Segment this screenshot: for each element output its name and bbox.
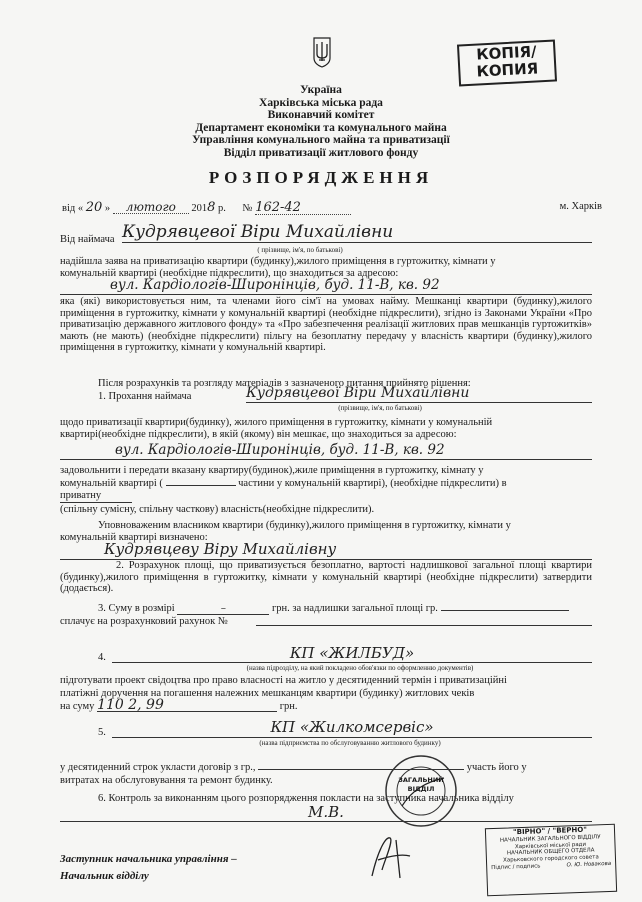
date-year-unit: р. xyxy=(218,203,226,214)
copy-stamp xyxy=(457,39,557,86)
item5-org: КП «Жилкомсервіс» xyxy=(112,717,592,738)
order-number: 162-42 xyxy=(255,202,351,215)
item6-text: 6. Контроль за виконанням цього розпорядження покласти на заступника начальника відділу xyxy=(98,793,514,804)
p1-rest: яка (які) використовується ним, та членами його сім'ї на умовах найму. Мешканці квартири (будинку),жилого приміщення в гуртожитку, кімнати у комунальній квартирі (необхідне підкреслити), згідно із Законами України «Про приватизацію державного житлового фонду» та «Про забезпечення реалізації житлових прав мешканців гуртожитків» мають (не мають) (необхідне підкреслити) пільгу на безоплатну передачу у власність квартири (будинку),жилого приміщення в гуртожитку, кімнати у комунальній квартирі. xyxy=(60,296,592,354)
item3-label: 3. Суму в розмірі xyxy=(98,603,175,614)
item1-line5: (спільну сумісну, спільну часткову) власність(необхідне підкреслити). xyxy=(60,504,375,515)
signature-initials: М.В. xyxy=(60,803,592,822)
header-division: Відділ приватизації житлового фонду xyxy=(223,146,419,159)
rect-stamp-name: О. Ю. Новакова xyxy=(566,861,612,869)
round-stamp-line1: ЗАГАЛЬНИЙ xyxy=(398,776,444,784)
signature-line2: Начальник відділу xyxy=(60,870,149,882)
p1-address: вул. Кардіологів-Широнінців, буд. 11-В, кв. 92 xyxy=(60,277,592,295)
item1-name: Кудрявцевої Віри Михайлівни xyxy=(246,384,592,403)
item4-label: 4. xyxy=(98,652,106,663)
p1-line1: надійшла заява на приватизацію квартири (будинку),жилого приміщення в гуртожитку, кімнати у xyxy=(60,256,496,267)
p1-line2: комунальній квартирі (необхідне підкреслити), що знаходиться за адресою: xyxy=(60,268,399,279)
item4-sum-unit: грн. xyxy=(279,701,298,712)
date-year-prefix: 201 xyxy=(191,203,208,214)
item3-text: грн. за надлишки загальної площі гр. xyxy=(271,603,438,614)
item1-line2: квартирі(необхідне підкреслити), в якій (якому) він мешкає, що знаходиться за адресою: xyxy=(60,429,457,440)
document-title: РОЗПОРЯДЖЕННЯ xyxy=(208,168,434,187)
item5-caption: (назва підприємства по обслуговуванню житлового будинку) xyxy=(259,739,441,747)
header-committee: Виконавчий комітет xyxy=(267,109,375,121)
date-mid: » xyxy=(104,203,111,214)
date-year-suffix: 8 xyxy=(207,200,216,215)
signature-line1: Заступник начальника управління – xyxy=(60,853,237,865)
header-council: Харківська міська рада xyxy=(259,96,383,109)
rect-stamp-title: "ВІРНО" / "ВЕРНО" xyxy=(512,825,588,837)
owner-line1: Уповноваженим власником квартири (будинку),жилого приміщення в гуртожитку, кімнати у xyxy=(98,520,511,531)
item3-amount: – xyxy=(177,602,269,615)
certification-stamp xyxy=(485,824,617,896)
applicant-label: Від наймача xyxy=(60,234,115,245)
item2-text: 2. Розрахунок площі, що приватизується безоплатно, вартості надлишкової загальної площі квартири (будинку),жилого приміщення в гуртожитку, кімнати у комунальній квартирі (необхідне підкреслити) затвердити (додається). xyxy=(60,560,592,595)
item5-text1 xyxy=(60,762,592,774)
header-office: Управління комунального майна та приватизації xyxy=(192,134,450,146)
item1-line1: щодо приватизації квартири(будинку), жилого приміщення в гуртожитку, кімнати у комунальній xyxy=(60,417,493,428)
handwritten-signature-icon xyxy=(360,830,420,882)
owner-line2: комунальній квартирі визначено: xyxy=(60,532,208,543)
header-country: Україна xyxy=(300,84,342,96)
item3-line2: сплачує на розрахунковий рахунок № xyxy=(60,616,228,627)
order-number-label: № xyxy=(242,203,253,214)
item4-text1: підготувати проект свідоцтва про право власності на житло у десятиденний термін і приватизаційні xyxy=(60,675,507,686)
item1-line3: задовольнити і передати вказану квартиру(будинок),жиле приміщення в гуртожитку, кімнату у xyxy=(60,465,484,476)
item1-line4-start: комунальній квартирі ( xyxy=(60,478,163,489)
item5-text1-end: участь його у xyxy=(466,762,527,773)
item5-text2: витратах на обслуговування та ремонт будинку. xyxy=(60,775,273,786)
date-prefix: від « xyxy=(62,203,84,214)
item4-org: КП «ЖИЛБУД» xyxy=(112,644,592,663)
item3-account-blank xyxy=(256,625,592,626)
item3-row xyxy=(98,602,569,615)
header-department: Департамент економіки та комунального майна xyxy=(195,121,447,134)
date-day: 20 xyxy=(85,200,103,215)
header-block xyxy=(0,84,642,159)
item4-text2: платіжні доручення на погашення належних мешканцям квартири (будинку) житлових чеків xyxy=(60,688,475,699)
rect-stamp-line4: Харьковского городского совета xyxy=(503,854,599,864)
item5-label: 5. xyxy=(98,727,106,738)
item1-line4 xyxy=(60,478,592,490)
item1-blank xyxy=(166,485,236,486)
date-row xyxy=(62,201,602,215)
item4-sum: 110 2, 99 xyxy=(97,699,277,712)
item3-blank xyxy=(441,610,569,611)
item1-line4-end: частини у комунальній квартирі), (необхідне підкреслити) в xyxy=(238,478,507,489)
applicant-caption: ( прізвище, ім'я, по батькові) xyxy=(257,246,343,254)
copy-stamp-line1: КОПІЯ/ xyxy=(475,42,538,64)
rect-stamp-line2: Харківської міської ради xyxy=(514,841,587,850)
round-stamp-line2: ВІДДІЛ xyxy=(407,785,435,793)
item5-text1-start: у десятиденний строк укласти договір з гр., xyxy=(60,762,256,773)
applicant-name: Кудрявцевої Віри Михайлівни xyxy=(122,222,592,243)
owner-name: Кудрявцеву Віру Михайлівну xyxy=(60,539,592,560)
item1-label: 1. Прохання наймача xyxy=(98,391,192,402)
item4-sum-row xyxy=(60,699,298,713)
rect-stamp-sig-label: Підпис / подпись xyxy=(491,863,541,872)
city: м. Харків xyxy=(559,201,602,212)
item1-caption: (прізвище, ім'я, по батькові) xyxy=(338,404,422,412)
item4-caption: (назва підрозділу, на який покладено обов'язки по оформленню документів) xyxy=(246,664,474,672)
item1-ownership: приватну xyxy=(60,490,132,503)
item1-address: вул. Кардіологів-Широнінців, буд. 11-В, кв. 92 xyxy=(60,442,592,460)
decision-intro: Після розрахунків та розгляду матеріалів з зазначеного питання прийнято рішення: xyxy=(98,378,471,389)
rect-stamp-line1: НАЧАЛЬНИК ЗАГАЛЬНОГО ВІДДІЛУ xyxy=(499,834,601,844)
date-month: лютого xyxy=(113,201,189,214)
round-stamp-text xyxy=(394,776,448,794)
copy-stamp-line2: КОПИЯ xyxy=(476,59,539,81)
rect-stamp-line3: НАЧАЛЬНИК ОБЩЕГО ОТДЕЛА xyxy=(506,847,595,857)
item4-sum-label: на суму xyxy=(60,701,95,712)
trident-emblem-icon xyxy=(312,36,332,68)
